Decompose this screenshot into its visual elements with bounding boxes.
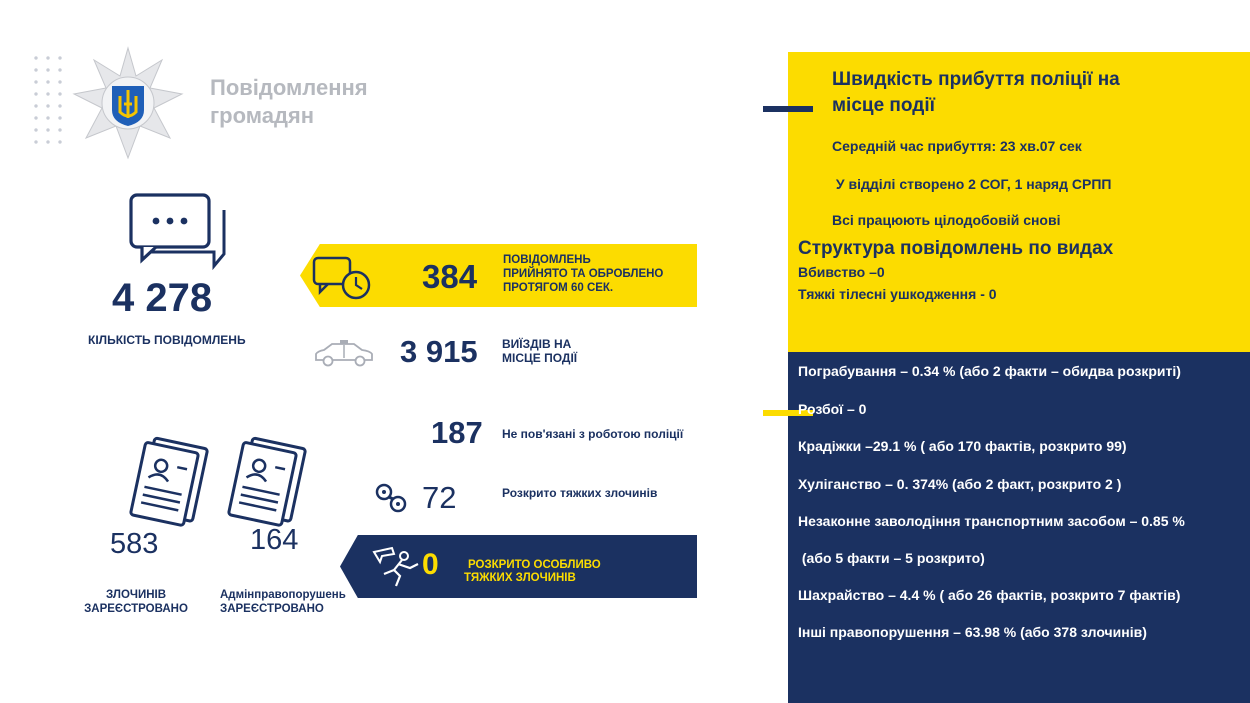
especially-serious-value: 0 [422, 548, 439, 581]
decorative-dots [30, 52, 64, 150]
structure-title: Структура повідомлень по видах [798, 238, 1114, 259]
page-title-line2: громадян [210, 103, 315, 128]
structure-item-theft: Крадіжки –29.1 % ( або 170 фактів, розкрито 99) [798, 438, 1127, 454]
structure-item-robbery: Пограбування – 0.34 % (або 2 факти – обидва розкриті) [798, 363, 1181, 379]
admin-registered-label-line1: Адмінправопорушень [220, 589, 346, 601]
serious-solved-label: Розкрито тяжких злочинів [502, 486, 658, 500]
crimes-registered-label-line1: ЗЛОЧИНІВ [105, 589, 167, 601]
dispatches-value: 3 915 [400, 334, 478, 369]
gun-runner-icon [370, 544, 422, 588]
processed-label [503, 253, 663, 295]
page-title [210, 74, 430, 130]
crimes-registered-label-line2: ЗАРЕЄСТРОВАНО [84, 603, 188, 615]
arrival-speed-title [832, 67, 1120, 119]
structure-item-vehicle-detail: (або 5 факти – 5 розкрито) [798, 550, 985, 566]
structure-item-vehicle: Незаконне заволодіння транспортним засобом – 0.85 % [798, 513, 1185, 529]
admin-registered-value: 164 [250, 524, 299, 556]
especially-serious-label [464, 559, 601, 585]
accent-bar-navy [763, 106, 813, 112]
chat-bubbles-icon [128, 192, 228, 272]
admin-registered-label [220, 588, 346, 616]
crimes-registered-value: 583 [110, 528, 159, 560]
chat-clock-icon [312, 256, 372, 300]
arrival-speed-title-line2: місце події [832, 95, 935, 116]
injury-count: Тяжкі тілесні ушкодження - 0 [798, 286, 997, 302]
schedule-note: Всі працюють цілодобовій снові [832, 212, 1061, 228]
processed-label-line3: ПРОТЯГОМ 60 СЕК. [503, 282, 614, 294]
processed-label-line1: ПОВІДОМЛЕНЬ [503, 254, 591, 266]
police-emblem-icon [70, 46, 186, 160]
structure-item-fraud: Шахрайство – 4.4 % ( або 26 фактів, розкрито 7 фактів) [798, 587, 1181, 603]
especially-serious-label-line2: ТЯЖКИХ ЗЛОЧИНІВ [464, 572, 576, 584]
crime-report-icon [128, 436, 212, 528]
handcuffs-icon [374, 482, 408, 514]
police-car-icon [312, 340, 376, 368]
not-police-label: Не пов'язані з роботою поліції [502, 427, 684, 441]
structure-item-assault: Розбої – 0 [798, 401, 867, 417]
structure-item-other: Інші правопорушення – 63.98 % (або 378 злочинів) [798, 624, 1147, 640]
dispatches-label-line1: ВИЇЗДІВ НА [502, 337, 572, 351]
murder-count: Вбивство –0 [798, 264, 885, 280]
crimes-registered-label [84, 588, 188, 616]
arrival-speed-title-line1: Швидкість прибуття поліції на [832, 69, 1120, 90]
avg-arrival-time: Середній час прибуття: 23 хв.07 сек [832, 138, 1082, 154]
processed-label-line2: ПРИЙНЯТО ТА ОБРОБЛЕНО [503, 268, 664, 280]
total-messages-label: КІЛЬКІСТЬ ПОВІДОМЛЕНЬ [88, 333, 246, 347]
not-police-value: 187 [431, 415, 483, 450]
admin-report-icon [226, 436, 310, 528]
page-title-line1: Повідомлення [210, 75, 368, 100]
dispatches-label [502, 337, 577, 365]
especially-serious-label-line1: РОЗКРИТО ОСОБЛИВО [468, 559, 601, 571]
structure-item-hooliganism: Хуліганство – 0. 374% (або 2 факт, розкрито 2 ) [798, 476, 1122, 492]
admin-registered-label-line2: ЗАРЕЄСТРОВАНО [220, 603, 324, 615]
processed-value: 384 [422, 258, 478, 295]
dispatches-label-line2: МІСЦЕ ПОДІЇ [502, 351, 578, 365]
total-messages-value: 4 278 [112, 276, 213, 320]
serious-solved-value: 72 [422, 480, 457, 515]
units-created: У відділі створено 2 СОГ, 1 наряд СРПП [832, 176, 1112, 192]
